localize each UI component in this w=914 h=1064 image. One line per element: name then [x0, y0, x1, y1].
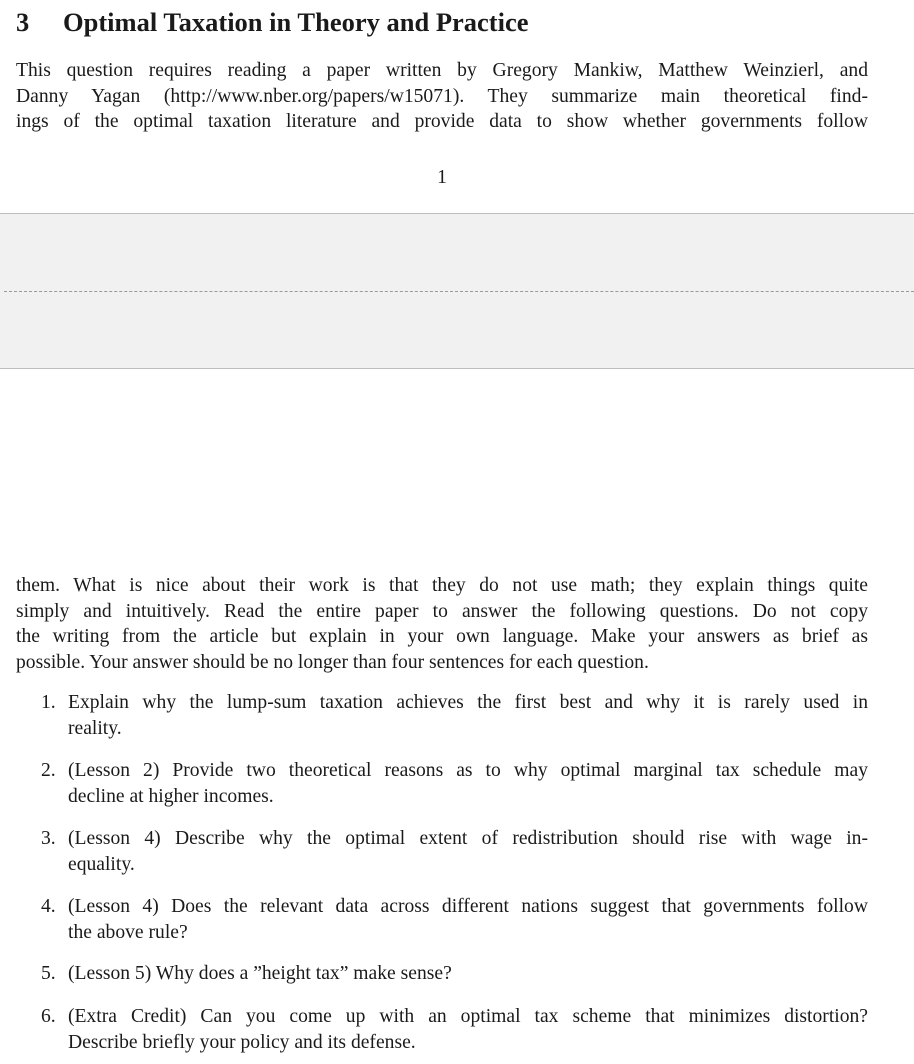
question-line: (Lesson 5) Why does a ”height tax” make sense? — [68, 963, 452, 984]
paragraph-line: This question requires reading a paper written by Gregory Mankiw, Matthew Weinzierl, and — [16, 60, 868, 81]
question-text — [68, 961, 868, 987]
question-number: 5. — [41, 963, 56, 984]
question-line: decline at higher incomes. — [68, 785, 274, 807]
question-text — [68, 894, 868, 945]
page-break-divider — [4, 291, 914, 292]
paragraph-line: the writing from the article but explain in your own language. Make your answers as brief as — [16, 626, 868, 647]
page-number: 1 — [437, 167, 447, 188]
page-gap — [0, 213, 914, 369]
paragraph-line: ings of the optimal taxation literature and provide data to show whether governments follow — [16, 111, 868, 132]
paragraph-line: possible. Your answer should be no longer than four sentences for each question. — [16, 651, 649, 673]
question-number: 6. — [41, 1006, 56, 1027]
paragraph-line: simply and intuitively. Read the entire paper to answer the following questions. Do not copy — [16, 600, 868, 622]
question-line: reality. — [68, 717, 122, 739]
section-number: 3 — [16, 7, 30, 37]
page-one-bottom — [0, 0, 914, 214]
continuation-paragraph — [16, 573, 868, 675]
question-number: 3. — [41, 828, 56, 849]
question-line: (Lesson 2) Provide two theoretical reasons as to why optimal marginal tax schedule may — [68, 760, 868, 781]
question-text — [68, 758, 868, 809]
section-heading — [16, 5, 529, 39]
section-title: Optimal Taxation in Theory and Practice — [63, 7, 529, 37]
question-line: the above rule? — [68, 921, 188, 943]
paragraph-line: Danny Yagan (http://www.nber.org/papers/w15071). They summarize main theoretical find- — [16, 85, 868, 107]
question-line: Explain why the lump-sum taxation achieves the first best and why it is rarely used in — [68, 692, 868, 713]
question-line: (Lesson 4) Describe why the optimal extent of redistribution should rise with wage in- — [68, 828, 868, 849]
question-number: 4. — [41, 896, 56, 917]
question-line: equality. — [68, 853, 135, 875]
intro-paragraph — [16, 58, 868, 135]
question-text — [68, 1004, 868, 1055]
question-text — [68, 690, 868, 741]
question-line: (Lesson 4) Does the relevant data across different nations suggest that governments follow — [68, 896, 868, 917]
question-text — [68, 826, 868, 877]
question-number: 2. — [41, 760, 56, 781]
paragraph-line: them. What is nice about their work is that they do not use math; they explain things quite — [16, 575, 868, 596]
question-line: Describe briefly your policy and its defense. — [68, 1031, 416, 1053]
question-number: 1. — [41, 692, 56, 713]
question-line: (Extra Credit) Can you come up with an optimal tax scheme that minimizes distortion? — [68, 1006, 868, 1027]
